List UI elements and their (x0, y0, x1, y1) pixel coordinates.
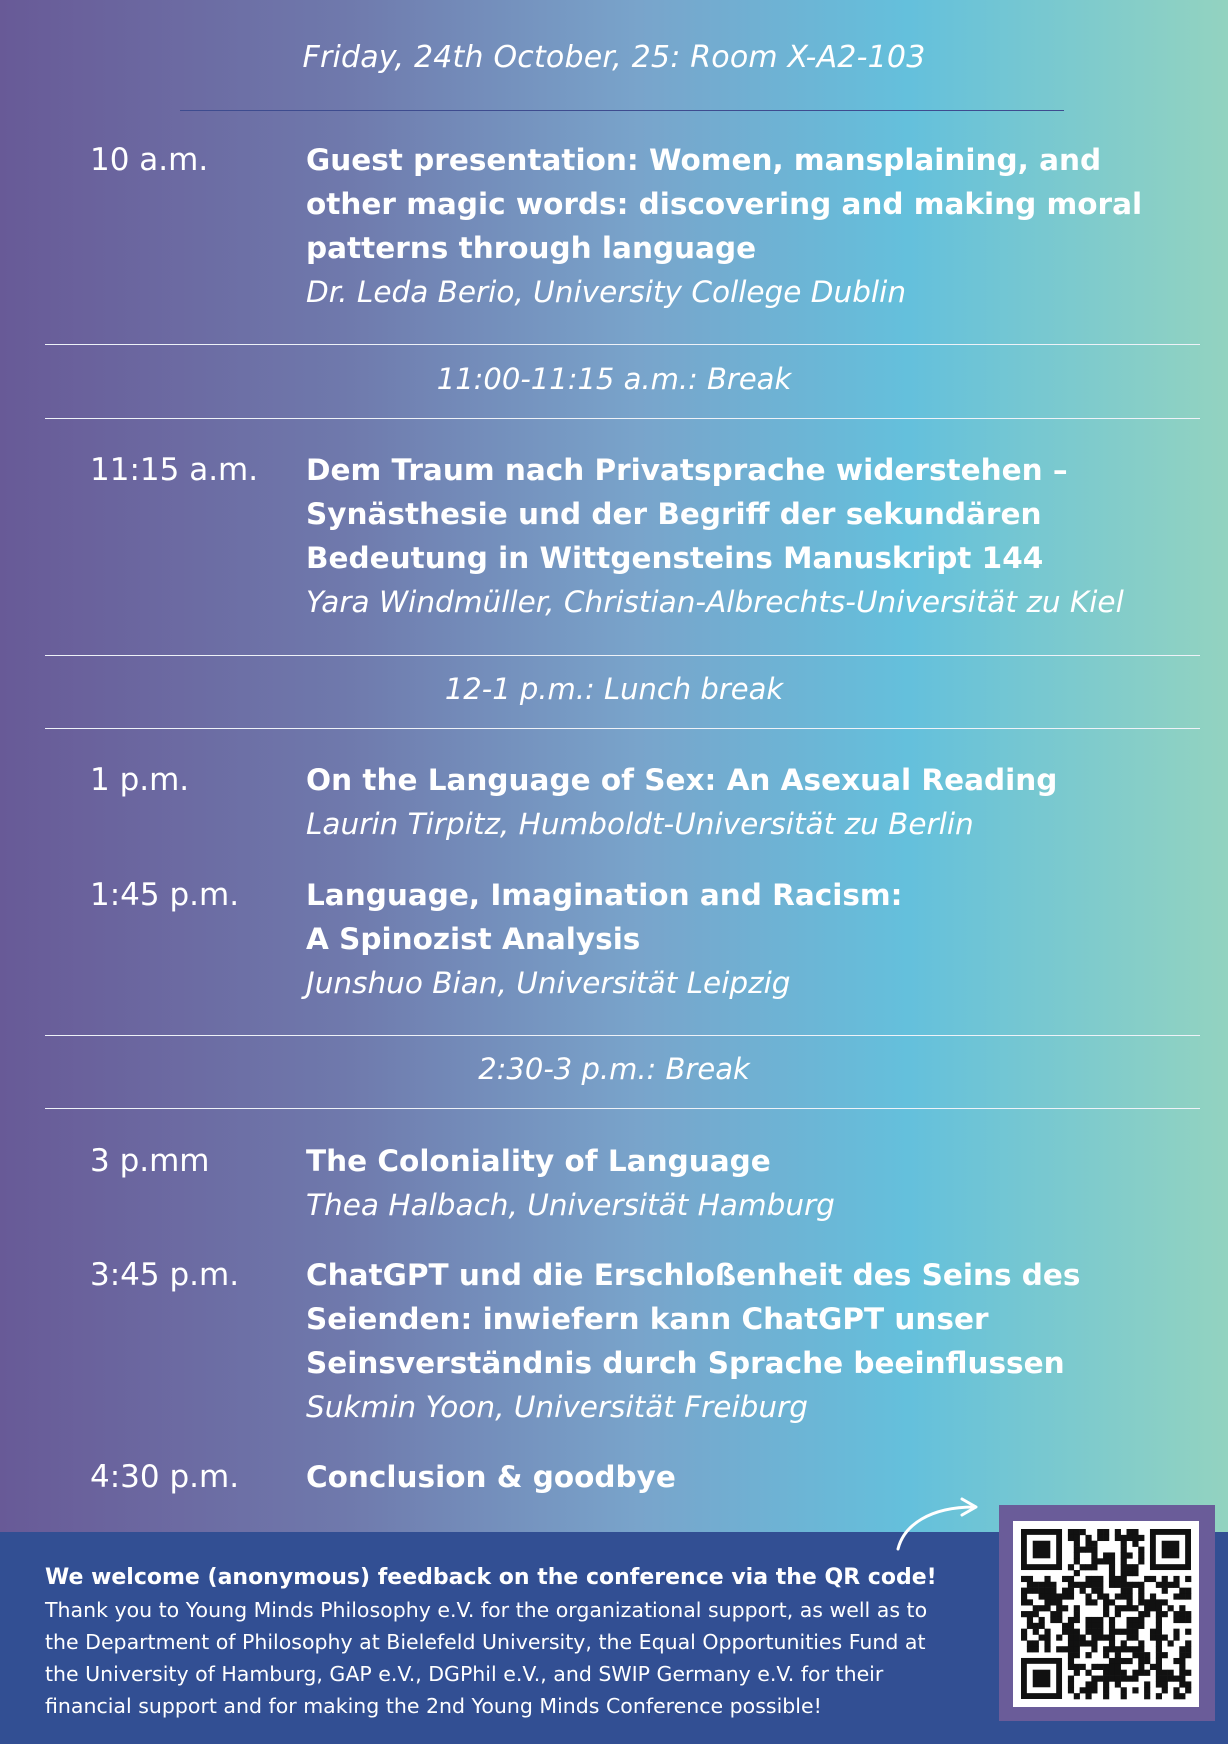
session-time: 3 p.mm (90, 1143, 210, 1179)
session-time: 4:30 p.m. (90, 1459, 240, 1495)
session-speaker: Thea Halbach, Universität Hamburg (306, 1188, 835, 1222)
session-speaker: Junshuo Bian, Universität Leipzig (306, 966, 791, 1000)
divider (45, 1035, 1200, 1036)
session-title: Dem Traum nach Privatsprache widerstehen – Synästhesie und der Begriff der sekundären Bedeutung in Wittgensteins Manuskript 144 (306, 453, 1068, 575)
feedback-note: We welcome (anonymous) feedback on the conference via the QR code! (45, 1565, 937, 1590)
acknowledgements: Thank you to Young Minds Philosophy e.V. for the organizational support, as well as to the Department of Philosophy at Bielefeld University, the Equal Opportunities Fund at the University of Hamburg, GAP e.V., DGPhil e.V., and SWIP Germany e.V. for their financial support and for making the 2nd Young Minds Conference possible! (45, 1598, 928, 1718)
session-time: 3:45 p.m. (90, 1257, 240, 1293)
session-title: The Coloniality of Language (306, 1144, 771, 1178)
session-time: 1 p.m. (90, 762, 190, 798)
session-time: 11:15 a.m. (90, 452, 259, 488)
session-speaker: Dr. Leda Berio, University College Dublin (306, 275, 907, 309)
header-divider (180, 110, 1064, 111)
divider (45, 728, 1200, 729)
session-speaker: Sukmin Yoon, Universität Freiburg (306, 1390, 808, 1424)
curved-arrow-icon (890, 1495, 980, 1555)
session-speaker: Laurin Tirpitz, Humboldt-Universität zu Berlin (306, 807, 974, 841)
session-title: ChatGPT und die Erschloßenheit des Seins des Seienden: inwiefern kann ChatGPT unser Seinsverständnis durch Sprache beeinflussen (306, 1258, 1081, 1380)
break-label: 2:30-3 p.m.: Break (478, 1052, 750, 1086)
divider (45, 344, 1200, 345)
divider (45, 418, 1200, 419)
break-label: 11:00-11:15 a.m.: Break (436, 362, 792, 396)
session-speaker: Yara Windmüller, Christian-Albrechts-Universität zu Kiel (306, 585, 1124, 619)
session-time: 10 a.m. (90, 142, 209, 178)
session-title: Language, Imagination and Racism: A Spinozist Analysis (306, 878, 903, 956)
break-label: 12-1 p.m.: Lunch break (444, 672, 784, 706)
divider (45, 1108, 1200, 1109)
session-title: Guest presentation: Women, mansplaining, and other magic words: discovering and making moral patterns through language (306, 143, 1143, 265)
session-title: On the Language of Sex: An Asexual Reading (306, 763, 1058, 797)
qr-code-frame[interactable] (999, 1505, 1215, 1721)
session-time: 1:45 p.m. (90, 877, 240, 913)
divider (45, 655, 1200, 656)
date-room-header: Friday, 24th October, 25: Room X-A2-103 (302, 40, 926, 75)
qr-code-icon[interactable] (1013, 1521, 1199, 1707)
session-title: Conclusion & goodbye (306, 1460, 676, 1494)
